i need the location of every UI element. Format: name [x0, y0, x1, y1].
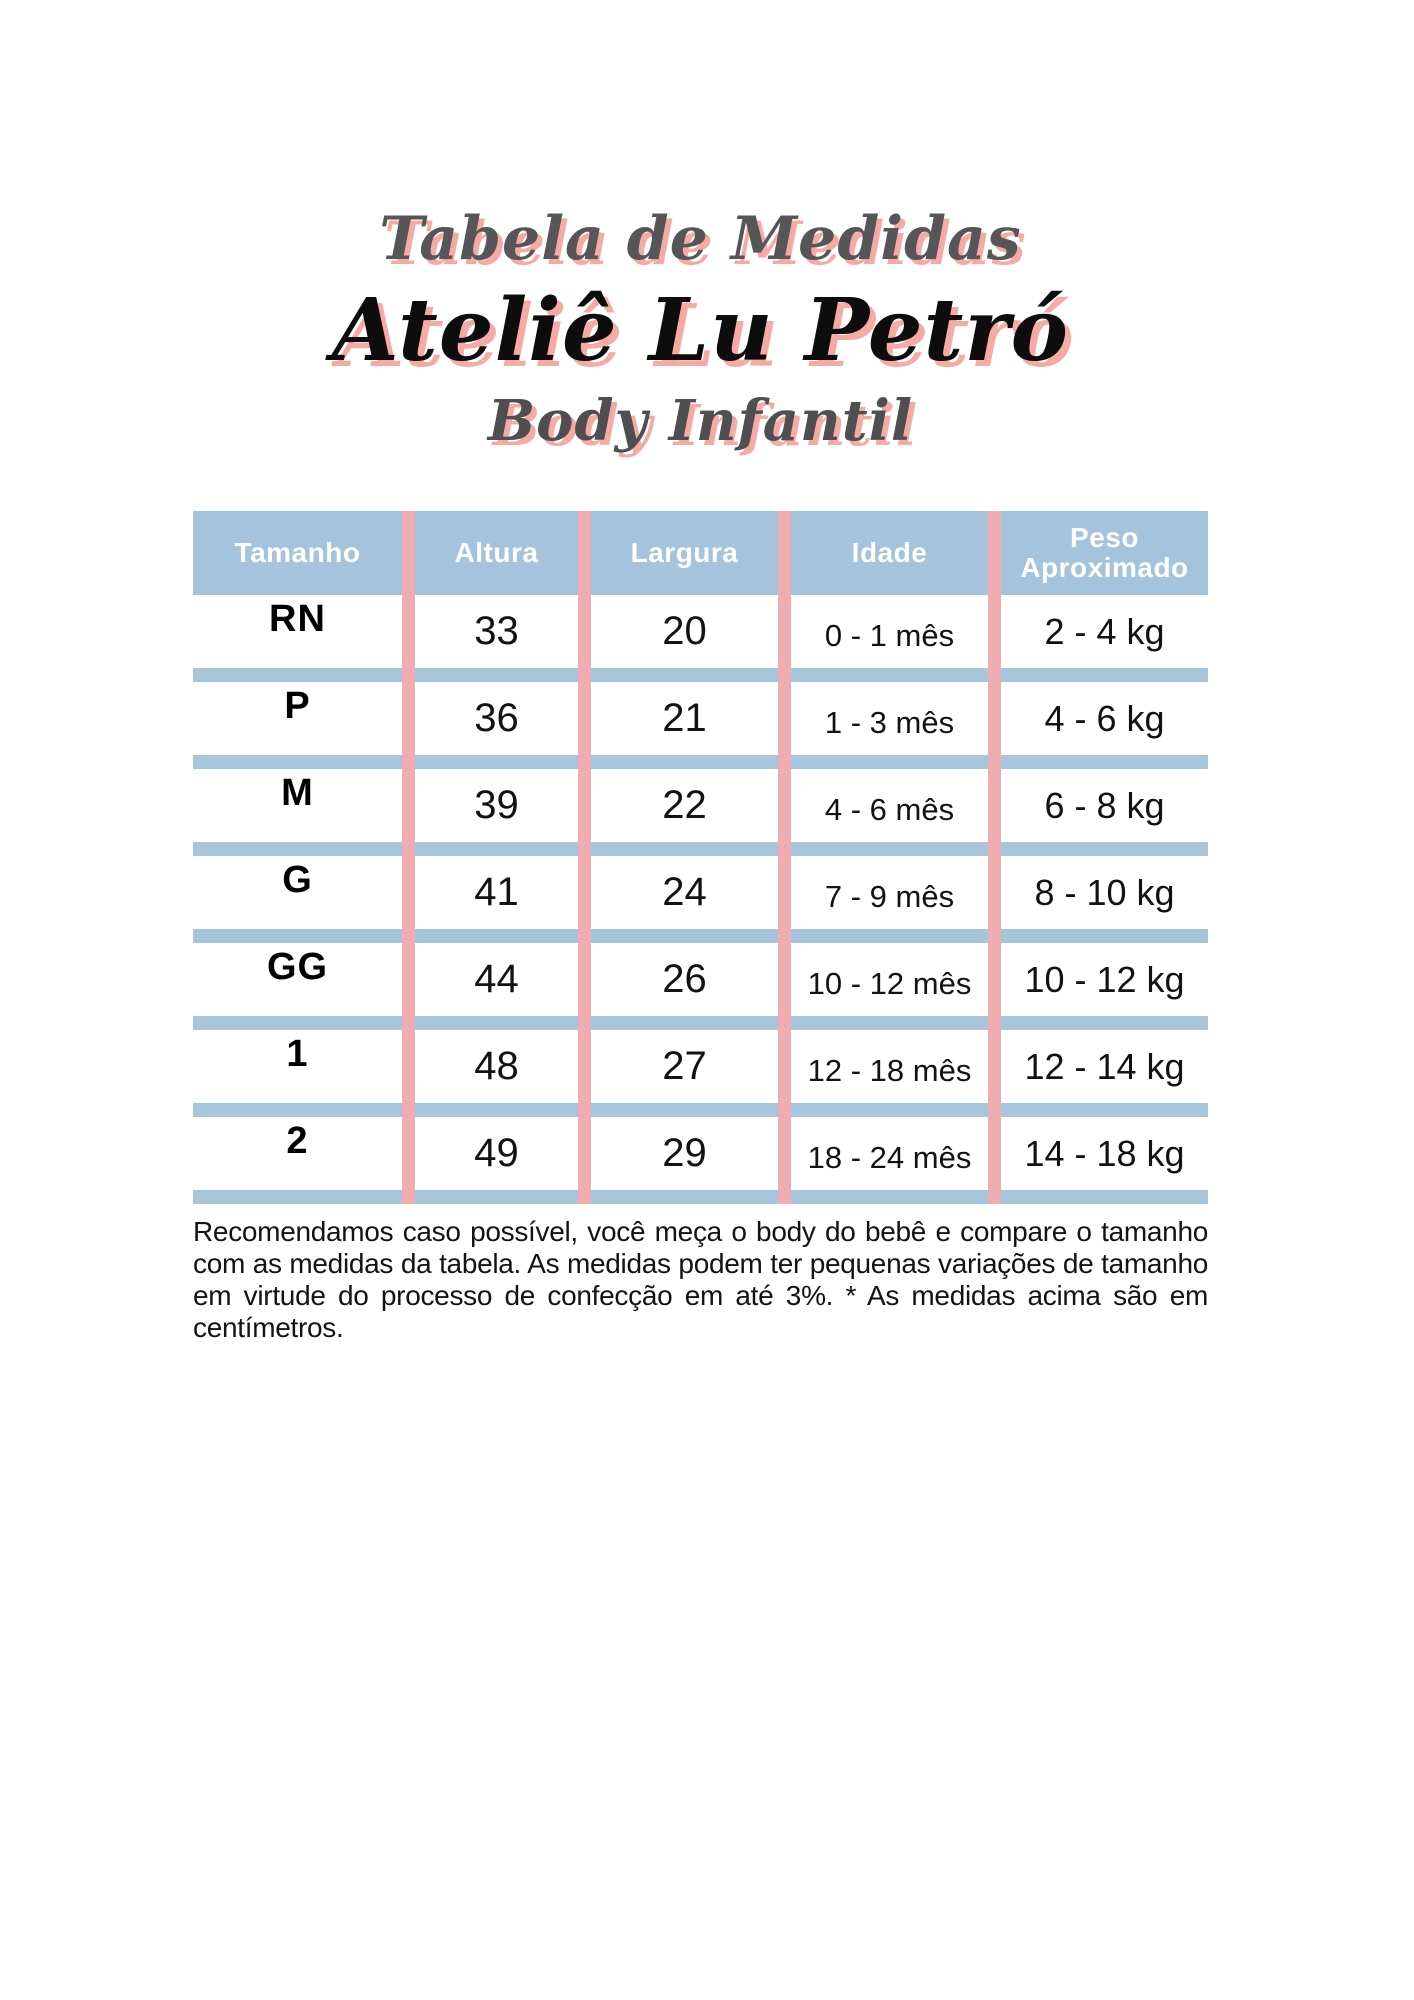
- row-divider: [193, 755, 1208, 769]
- altura-cell: 49: [474, 1131, 519, 1175]
- row-divider: [193, 668, 1208, 682]
- largura-cell: 20: [662, 609, 707, 653]
- peso-cell: 8 - 10 kg: [1034, 871, 1175, 913]
- row-divider: [193, 929, 1208, 943]
- size-cell: M: [281, 772, 314, 814]
- size-cell: 2: [286, 1120, 309, 1162]
- size-cell: RN: [269, 598, 326, 640]
- table-row-g: [193, 856, 1208, 929]
- peso-cell: 6 - 8 kg: [1044, 784, 1165, 826]
- table-row-p: [193, 682, 1208, 755]
- product-subtitle: Body Infantil: [487, 388, 914, 454]
- idade-cell: 12 - 18 mês: [807, 1052, 972, 1088]
- idade-cell: 1 - 3 mês: [824, 704, 955, 740]
- altura-cell: 33: [474, 609, 519, 653]
- largura-cell: 24: [662, 870, 707, 914]
- altura-cell: 44: [474, 957, 519, 1001]
- column-separator: [578, 511, 591, 1204]
- header-idade: Idade: [851, 536, 928, 568]
- size-cell: G: [282, 859, 313, 901]
- largura-cell: 21: [662, 696, 707, 740]
- largura-cell: 27: [662, 1044, 707, 1088]
- row-divider: [193, 1016, 1208, 1030]
- idade-cell: 10 - 12 mês: [807, 965, 972, 1001]
- content-column: [193, 0, 1208, 2000]
- largura-cell: 22: [662, 783, 707, 827]
- altura-cell: 39: [474, 783, 519, 827]
- peso-cell: 4 - 6 kg: [1044, 697, 1165, 739]
- row-divider: [193, 1103, 1208, 1117]
- table-row-rn: [193, 595, 1208, 668]
- measurement-note: Recomendamos caso possível, você meça o body do bebê e compare o tamanho com as medidas da tabela. As medidas podem ter pequenas variações de tamanho em virtude do processo de confecção em até 3%. * As medidas acima são em centímetros.: [193, 1216, 1208, 1343]
- peso-cell: 2 - 4 kg: [1044, 610, 1165, 652]
- row-divider: [193, 1190, 1208, 1204]
- table-header-row: [193, 511, 1208, 595]
- brand-title: Ateliê Lu Petró: [331, 280, 1070, 381]
- peso-cell: 14 - 18 kg: [1024, 1132, 1185, 1174]
- header-altura: Altura: [454, 536, 539, 568]
- table-row-m: [193, 769, 1208, 842]
- column-separator: [402, 511, 415, 1204]
- largura-cell: 29: [662, 1131, 707, 1175]
- idade-cell: 4 - 6 mês: [824, 791, 955, 827]
- row-divider: [193, 842, 1208, 856]
- size-cell: P: [284, 685, 311, 727]
- peso-cell: 12 - 14 kg: [1024, 1045, 1185, 1087]
- header-largura: Largura: [630, 536, 739, 568]
- column-separator: [988, 511, 1001, 1204]
- idade-cell: 0 - 1 mês: [824, 617, 955, 653]
- peso-cell: 10 - 12 kg: [1024, 958, 1185, 1000]
- table-row-2: [193, 1117, 1208, 1190]
- altura-cell: 36: [474, 696, 519, 740]
- largura-cell: 26: [662, 957, 707, 1001]
- column-separator: [778, 511, 791, 1204]
- altura-cell: 41: [474, 870, 519, 914]
- idade-cell: 7 - 9 mês: [824, 878, 955, 914]
- size-cell: GG: [266, 946, 329, 988]
- page-title: Tabela de Medidas: [379, 204, 1022, 274]
- size-cell: 1: [286, 1033, 309, 1075]
- table-row-1: [193, 1030, 1208, 1103]
- header-peso-aproximado: Peso Aproximado: [1020, 521, 1189, 583]
- idade-cell: 18 - 24 mês: [807, 1139, 972, 1175]
- table-row-gg: [193, 943, 1208, 1016]
- altura-cell: 48: [474, 1044, 519, 1088]
- size-table: [193, 511, 1208, 1204]
- header-tamanho: Tamanho: [234, 536, 361, 568]
